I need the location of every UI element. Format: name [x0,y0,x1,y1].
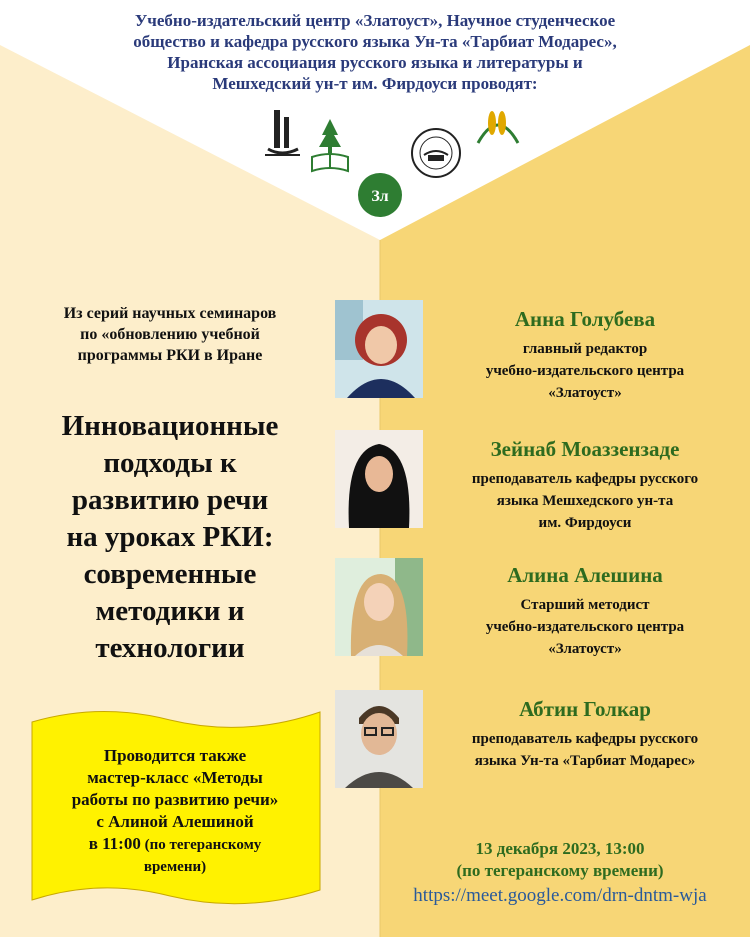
speaker-name: Алина Алешина [507,563,663,587]
circular-seal-icon [405,127,467,179]
zlatoust-logo-icon [355,170,405,220]
event-date: 13 декабря 2023, 13:00 [475,839,645,858]
speaker-photo-zeynab-moazzenzade [335,430,423,528]
speaker-card [430,562,740,660]
speaker-name: Абтин Голкар [519,697,651,721]
speaker-card [430,306,740,404]
speaker-role: преподаватель кафедры русского языка Ун-та «Тарбиат Модарес» [471,731,699,769]
speaker-role: Старший методист учебно-издательского центра «Златоуст» [485,597,685,657]
speaker-role: главный редактор учебно-издательского центра «Златоуст» [485,341,685,401]
wheat-emblem-icon [472,105,524,147]
speaker-name: Зейнаб Моаззензаде [490,437,680,461]
event-details [380,838,740,908]
speaker-photo-alina-aleshina [335,558,423,656]
event-timezone: (по тегеранскому времени) [456,861,664,880]
speaker-name: Анна Голубева [514,307,656,331]
speaker-role: преподаватель кафедры русского языка Мешхедского ун-та им. Фирдоуси [471,471,699,531]
svg-text:Зл: Зл [371,188,389,205]
speaker-photo-anna-golubeva [335,300,423,398]
partner-logos [250,105,530,225]
meeting-link[interactable]: https://meet.google.com/drn-dntm-wja [413,885,707,906]
speaker-card [430,696,740,772]
masterclass-info: Проводится также мастер-класс «Методы работы по развитию речи» с Алиной Алешиной в 11:00 (по тегеранскому времени) [71,746,279,875]
seminar-series-intro: Из серий научных семинаров по «обновлению учебной программы РКИ в Иране [63,305,277,364]
speaker-photo-abtin-golkar [335,690,423,788]
speaker-card [430,436,740,534]
book-tree-emblem-icon [308,117,352,179]
seminar-title: Инновационные подходы к развитию речи на уроках РКИ: современные методики и технологии [61,410,279,664]
university-emblem-icon [260,105,305,165]
organizers-header: Учебно-издательский центр «Златоуст», Научное студенческое общество и кафедра русского языка Ун-та «Тарбиат Модарес», Иранская ассоциация русского языка и литературы и Мешхедский ун-т им. Фирдоуси проводят: [133,11,617,93]
